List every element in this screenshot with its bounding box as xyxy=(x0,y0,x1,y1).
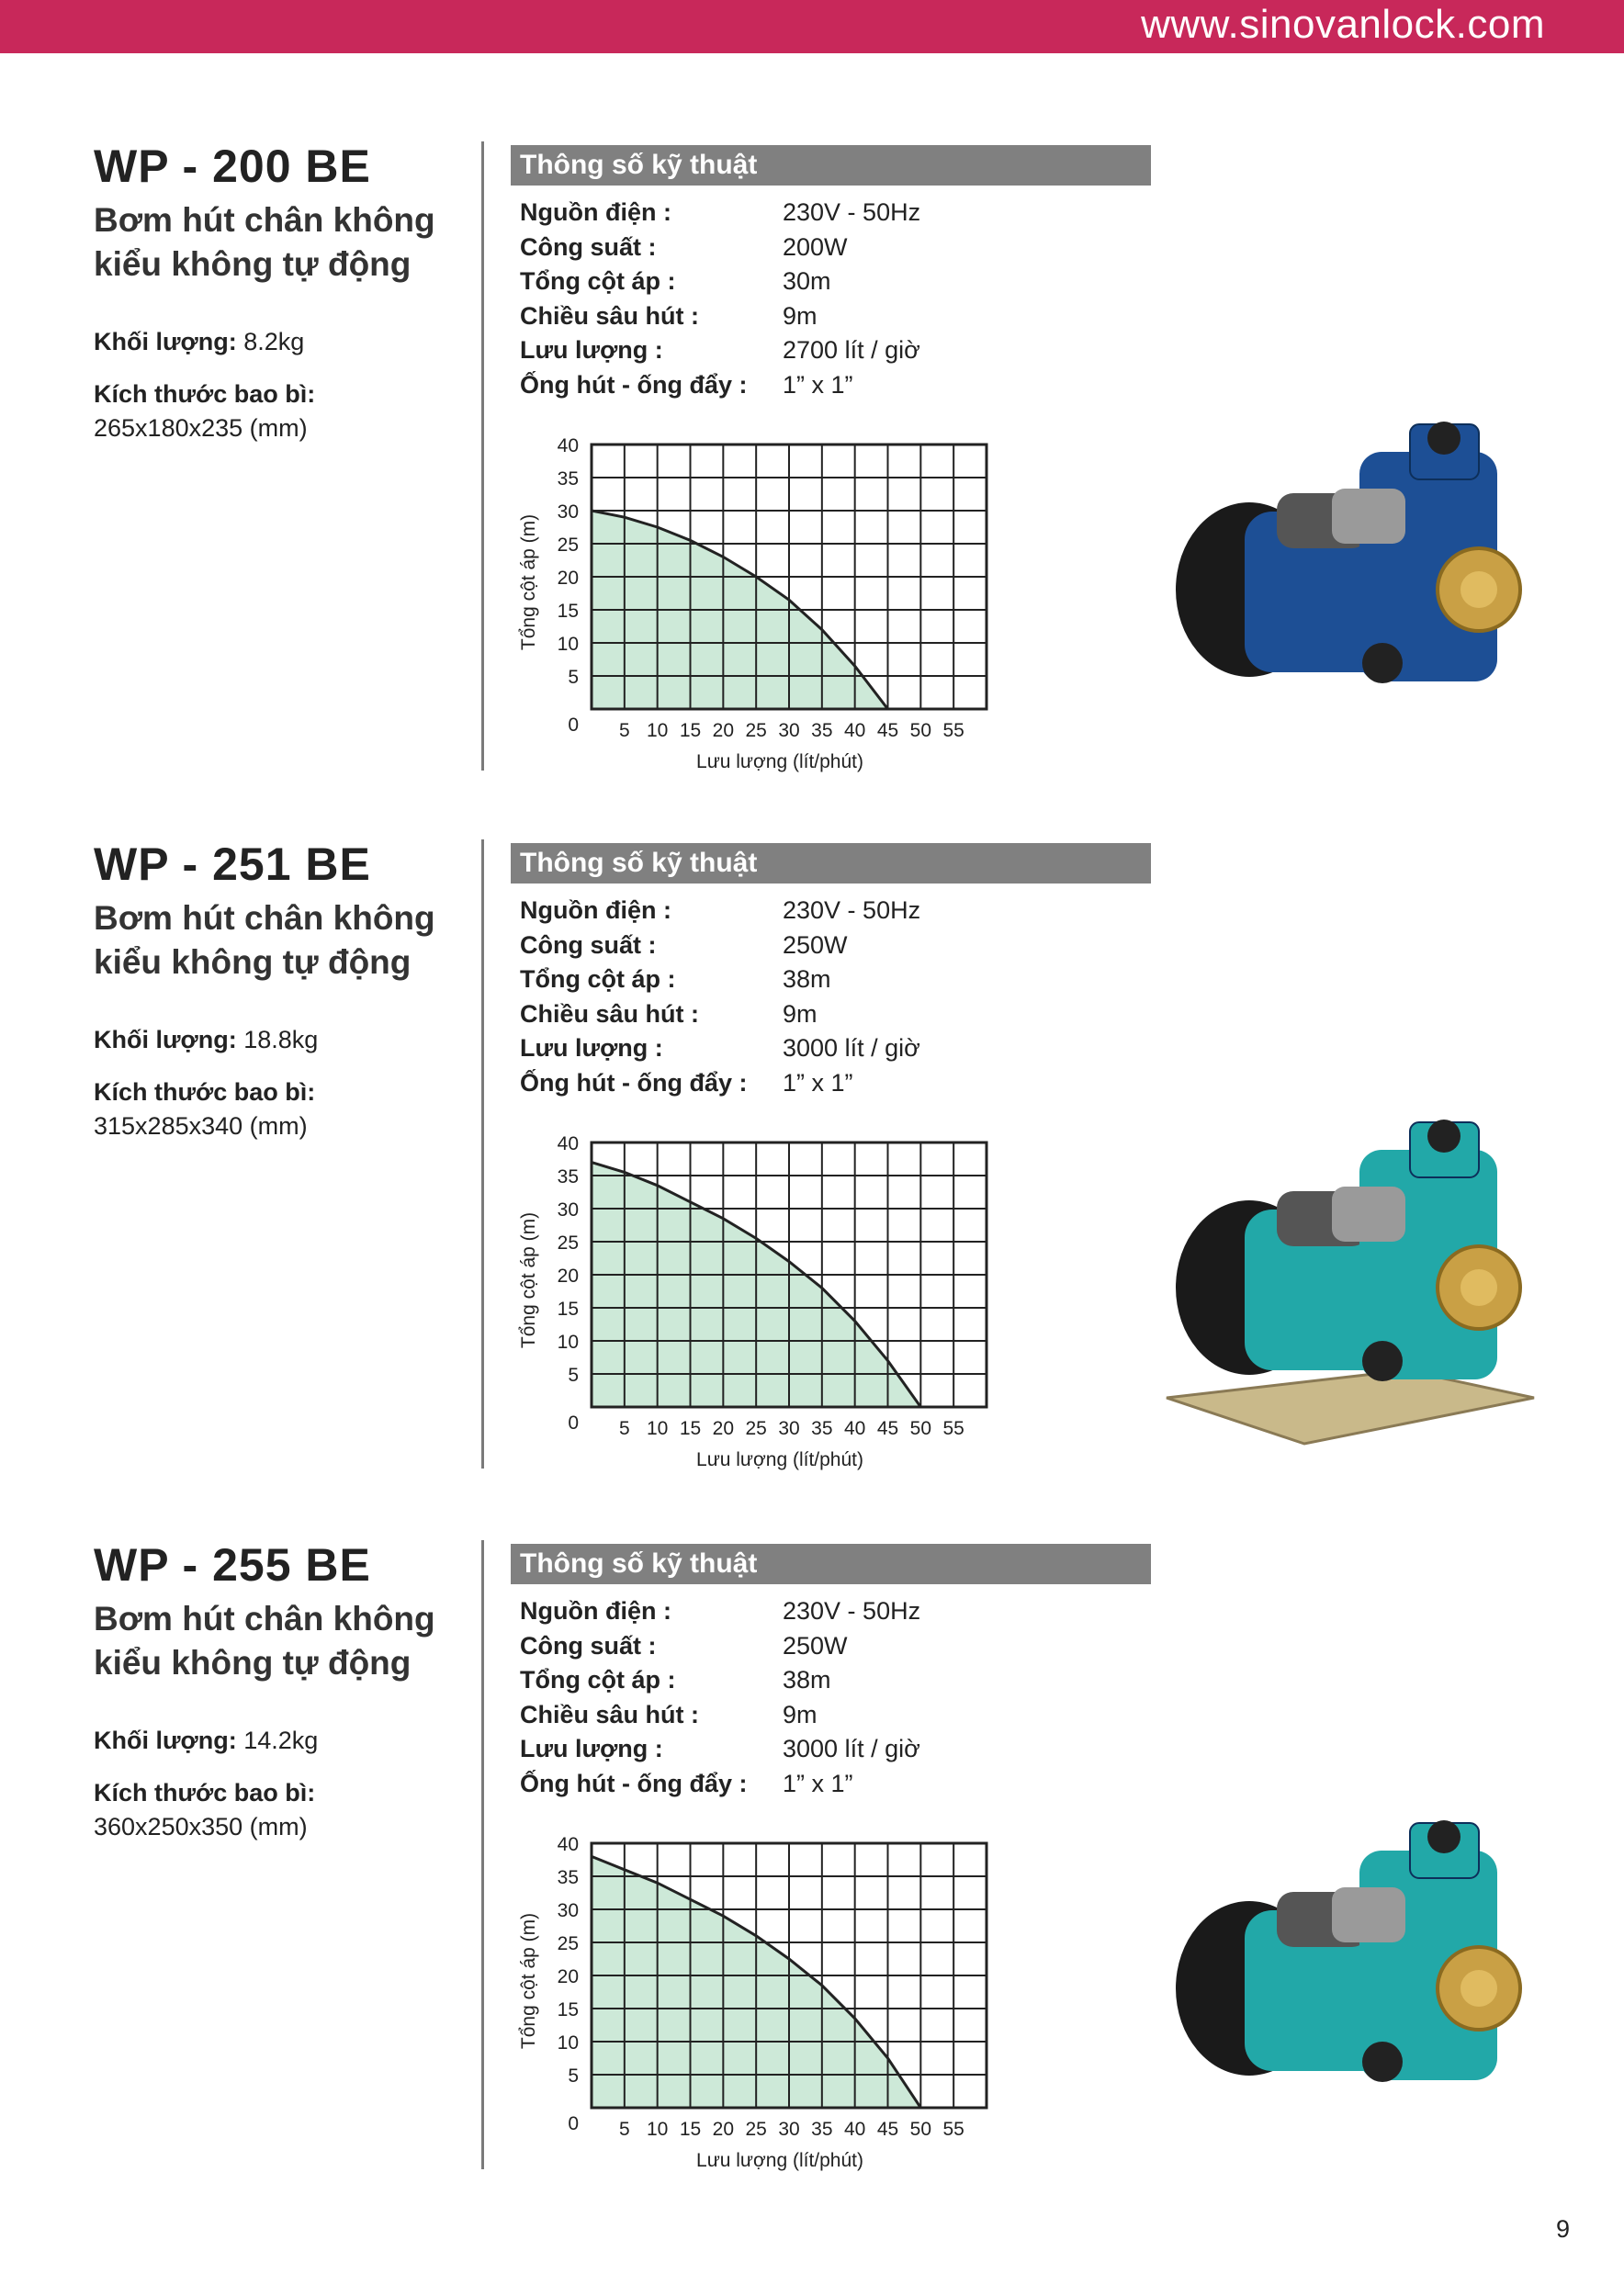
performance-chart xyxy=(511,433,1007,782)
outlet-hole xyxy=(1427,1820,1460,1853)
y-axis-label: Tổng cột áp (m) xyxy=(518,1912,539,2050)
weight xyxy=(94,328,304,356)
spec-value: 1” x 1” xyxy=(783,1068,853,1097)
spec-label: Lưu lượng : xyxy=(520,1034,663,1062)
spec-row xyxy=(520,1666,1163,1701)
chart-svg xyxy=(511,433,1007,782)
y-tick-label: 35 xyxy=(557,1166,579,1187)
model-name: WP - 255 BE xyxy=(94,1539,371,1591)
spec-value: 9m xyxy=(783,301,818,330)
pump-image xyxy=(1148,1095,1552,1462)
spec-title: Thông số kỹ thuật xyxy=(511,1544,1151,1584)
product-section xyxy=(0,140,1624,838)
y-tick-label: 5 xyxy=(568,2065,579,2087)
spec-row xyxy=(520,1034,1163,1069)
y-tick-label: 30 xyxy=(557,501,579,523)
outlet-hole xyxy=(1427,1120,1460,1153)
spec-label: Chiều sâu hút : xyxy=(520,999,699,1028)
divider xyxy=(481,839,484,1469)
spec-title: Thông số kỹ thuật xyxy=(511,145,1151,186)
y-tick-label: 10 xyxy=(557,634,579,655)
product-section xyxy=(0,1538,1624,2236)
package-label: Kích thước bao bì: xyxy=(94,1779,316,1806)
spec-label: Nguồn điện : xyxy=(520,198,671,226)
subtitle-line: Bơm hút chân không xyxy=(94,899,435,937)
y-tick-label: 30 xyxy=(557,1900,579,1921)
inlet-port xyxy=(1362,2042,1403,2082)
package-label: Kích thước bao bì: xyxy=(94,1078,316,1106)
x-tick-label: 35 xyxy=(811,720,833,741)
package-value: 360x250x350 (mm) xyxy=(94,1813,308,1840)
spec-row xyxy=(520,302,1163,337)
product-subtitle xyxy=(94,1597,479,1685)
spec-row xyxy=(520,931,1163,966)
inlet-port xyxy=(1362,643,1403,683)
x-tick-label: 5 xyxy=(618,2119,630,2140)
spec-value: 9m xyxy=(783,999,818,1028)
x-tick-label: 10 xyxy=(646,1418,669,1439)
x-tick-label: 10 xyxy=(646,720,669,741)
teal-water-pump-image xyxy=(1148,1095,1552,1462)
subtitle-line: kiểu không tự động xyxy=(94,245,412,283)
x-tick-label: 25 xyxy=(745,2119,767,2140)
spec-value: 250W xyxy=(783,930,848,959)
x-tick-label: 40 xyxy=(843,1418,866,1439)
y-tick-label: 5 xyxy=(568,1365,579,1386)
y-tick-label: 10 xyxy=(557,1332,579,1353)
x-tick-label: 20 xyxy=(712,1418,735,1439)
x-tick-label: 55 xyxy=(942,2119,964,2140)
x-tick-label: 15 xyxy=(679,720,702,741)
x-tick-label: 50 xyxy=(909,2119,932,2140)
weight-label: Khối lượng: xyxy=(94,1026,237,1053)
brass-cap xyxy=(1460,1269,1497,1306)
x-tick-label: 10 xyxy=(646,2119,669,2140)
y-tick-label: 15 xyxy=(557,601,579,622)
spec-row xyxy=(520,336,1163,371)
spec-value: 3000 lít / giờ xyxy=(783,1034,920,1062)
spec-value: 2700 lít / giờ xyxy=(783,336,920,364)
chart-svg xyxy=(511,1832,1007,2181)
blue-water-pump-image xyxy=(1148,397,1552,764)
x-tick-label: 45 xyxy=(876,720,899,741)
x-tick-label: 55 xyxy=(942,720,964,741)
y-tick-label: 35 xyxy=(557,468,579,490)
brass-cap xyxy=(1460,571,1497,608)
x-axis-label: Lưu lượng (lít/phút) xyxy=(696,1449,863,1470)
pump-image xyxy=(1148,397,1552,764)
spec-value: 30m xyxy=(783,267,831,295)
model-name: WP - 251 BE xyxy=(94,838,371,890)
page-number: 9 xyxy=(1556,2215,1571,2243)
x-tick-label: 55 xyxy=(942,1418,964,1439)
y-tick-label: 25 xyxy=(557,1933,579,1954)
spec-label: Ống hút - ống đẩy : xyxy=(520,370,748,399)
x-tick-label: 35 xyxy=(811,1418,833,1439)
spec-label: Chiều sâu hút : xyxy=(520,301,699,330)
weight-value: 8.2kg xyxy=(243,328,305,355)
spec-list xyxy=(520,1597,1163,1804)
spec-row xyxy=(520,1735,1163,1770)
x-tick-label: 30 xyxy=(778,1418,800,1439)
product-subtitle xyxy=(94,896,479,985)
inlet-port xyxy=(1362,1341,1403,1381)
x-tick-label: 20 xyxy=(712,2119,735,2140)
spec-label: Tổng cột áp : xyxy=(520,965,676,993)
y-tick-label: 15 xyxy=(557,1299,579,1320)
subtitle-line: kiểu không tự động xyxy=(94,1644,412,1682)
y-tick-label: 0 xyxy=(568,715,579,736)
spec-row xyxy=(520,965,1163,1000)
y-tick-label: 15 xyxy=(557,1999,579,2020)
y-tick-label: 25 xyxy=(557,1232,579,1254)
y-tick-label: 0 xyxy=(568,1412,579,1434)
y-axis-label: Tổng cột áp (m) xyxy=(518,1211,539,1349)
y-tick-label: 40 xyxy=(557,1133,579,1154)
x-tick-label: 35 xyxy=(811,2119,833,2140)
y-tick-label: 20 xyxy=(557,1966,579,1987)
spec-row xyxy=(520,198,1163,233)
weight-label: Khối lượng: xyxy=(94,1727,237,1754)
x-tick-label: 45 xyxy=(876,1418,899,1439)
spec-value: 38m xyxy=(783,965,831,993)
subtitle-line: kiểu không tự động xyxy=(94,943,412,981)
spec-label: Ống hút - ống đẩy : xyxy=(520,1068,748,1097)
spec-row xyxy=(520,1597,1163,1632)
x-tick-label: 30 xyxy=(778,720,800,741)
x-tick-label: 50 xyxy=(909,1418,932,1439)
spec-label: Lưu lượng : xyxy=(520,1735,663,1762)
y-tick-label: 35 xyxy=(557,1867,579,1888)
subtitle-line: Bơm hút chân không xyxy=(94,1600,435,1638)
spec-row xyxy=(520,1770,1163,1805)
spec-label: Tổng cột áp : xyxy=(520,1666,676,1694)
x-tick-label: 25 xyxy=(745,1418,767,1439)
weight xyxy=(94,1026,318,1054)
x-tick-label: 15 xyxy=(679,1418,702,1439)
spec-label: Công suất : xyxy=(520,1631,657,1660)
y-tick-label: 25 xyxy=(557,535,579,556)
spec-title: Thông số kỹ thuật xyxy=(511,843,1151,884)
performance-chart xyxy=(511,1131,1007,1480)
spec-value: 230V - 50Hz xyxy=(783,198,921,226)
product-section xyxy=(0,838,1624,1536)
y-tick-label: 5 xyxy=(568,667,579,688)
x-tick-label: 50 xyxy=(909,720,932,741)
teal-water-pump-image xyxy=(1148,1795,1552,2163)
spec-value: 1” x 1” xyxy=(783,1769,853,1797)
spec-label: Chiều sâu hút : xyxy=(520,1700,699,1728)
outlet-hole xyxy=(1427,422,1460,455)
spec-label: Nguồn điện : xyxy=(520,896,671,924)
site-url[interactable]: www.sinovanlock.com xyxy=(1141,2,1545,47)
divider xyxy=(481,141,484,771)
spec-row xyxy=(520,1000,1163,1035)
x-tick-label: 40 xyxy=(843,2119,866,2140)
y-tick-label: 30 xyxy=(557,1199,579,1221)
spec-label: Công suất : xyxy=(520,232,657,261)
pressure-switch xyxy=(1332,1187,1405,1242)
spec-label: Ống hút - ống đẩy : xyxy=(520,1769,748,1797)
y-tick-label: 10 xyxy=(557,2032,579,2054)
weight-value: 14.2kg xyxy=(243,1727,319,1754)
spec-value: 1” x 1” xyxy=(783,370,853,399)
spec-value: 200W xyxy=(783,232,848,261)
package-value: 315x285x340 (mm) xyxy=(94,1112,308,1140)
spec-row xyxy=(520,371,1163,406)
x-tick-label: 40 xyxy=(843,720,866,741)
chart-svg xyxy=(511,1131,1007,1480)
x-tick-label: 25 xyxy=(745,720,767,741)
spec-value: 9m xyxy=(783,1700,818,1728)
y-tick-label: 20 xyxy=(557,1266,579,1287)
spec-list xyxy=(520,198,1163,405)
x-axis-label: Lưu lượng (lít/phút) xyxy=(696,2150,863,2171)
package-label: Kích thước bao bì: xyxy=(94,380,316,408)
x-tick-label: 30 xyxy=(778,2119,800,2140)
spec-value: 230V - 50Hz xyxy=(783,896,921,924)
spec-value: 3000 lít / giờ xyxy=(783,1735,920,1762)
y-tick-label: 0 xyxy=(568,2113,579,2134)
spec-row xyxy=(520,1632,1163,1667)
spec-label: Nguồn điện : xyxy=(520,1597,671,1625)
spec-label: Lưu lượng : xyxy=(520,336,663,364)
spec-label: Tổng cột áp : xyxy=(520,267,676,295)
pressure-switch xyxy=(1332,1887,1405,1942)
spec-row xyxy=(520,896,1163,931)
spec-row xyxy=(520,233,1163,268)
header-bar xyxy=(0,0,1624,53)
divider xyxy=(481,1540,484,2169)
product-subtitle xyxy=(94,198,479,287)
spec-row xyxy=(520,1701,1163,1736)
y-tick-label: 40 xyxy=(557,1834,579,1855)
pump-base-plate xyxy=(1167,1370,1534,1444)
x-tick-label: 5 xyxy=(618,1418,630,1439)
x-tick-label: 15 xyxy=(679,2119,702,2140)
spec-value: 250W xyxy=(783,1631,848,1660)
y-tick-label: 20 xyxy=(557,568,579,589)
performance-chart xyxy=(511,1832,1007,2181)
weight-value: 18.8kg xyxy=(243,1026,319,1053)
x-tick-label: 20 xyxy=(712,720,735,741)
x-tick-label: 5 xyxy=(618,720,630,741)
model-name: WP - 200 BE xyxy=(94,141,371,192)
y-tick-label: 40 xyxy=(557,435,579,456)
brass-cap xyxy=(1460,1970,1497,2007)
x-axis-label: Lưu lượng (lít/phút) xyxy=(696,751,863,772)
y-axis-label: Tổng cột áp (m) xyxy=(518,513,539,651)
weight xyxy=(94,1727,318,1755)
package-value: 265x180x235 (mm) xyxy=(94,414,308,442)
subtitle-line: Bơm hút chân không xyxy=(94,201,435,239)
spec-label: Công suất : xyxy=(520,930,657,959)
spec-row xyxy=(520,267,1163,302)
weight-label: Khối lượng: xyxy=(94,328,237,355)
spec-list xyxy=(520,896,1163,1103)
pressure-switch xyxy=(1332,489,1405,544)
spec-value: 38m xyxy=(783,1666,831,1694)
spec-value: 230V - 50Hz xyxy=(783,1597,921,1625)
pump-image xyxy=(1148,1795,1552,2163)
x-tick-label: 45 xyxy=(876,2119,899,2140)
spec-row xyxy=(520,1069,1163,1104)
